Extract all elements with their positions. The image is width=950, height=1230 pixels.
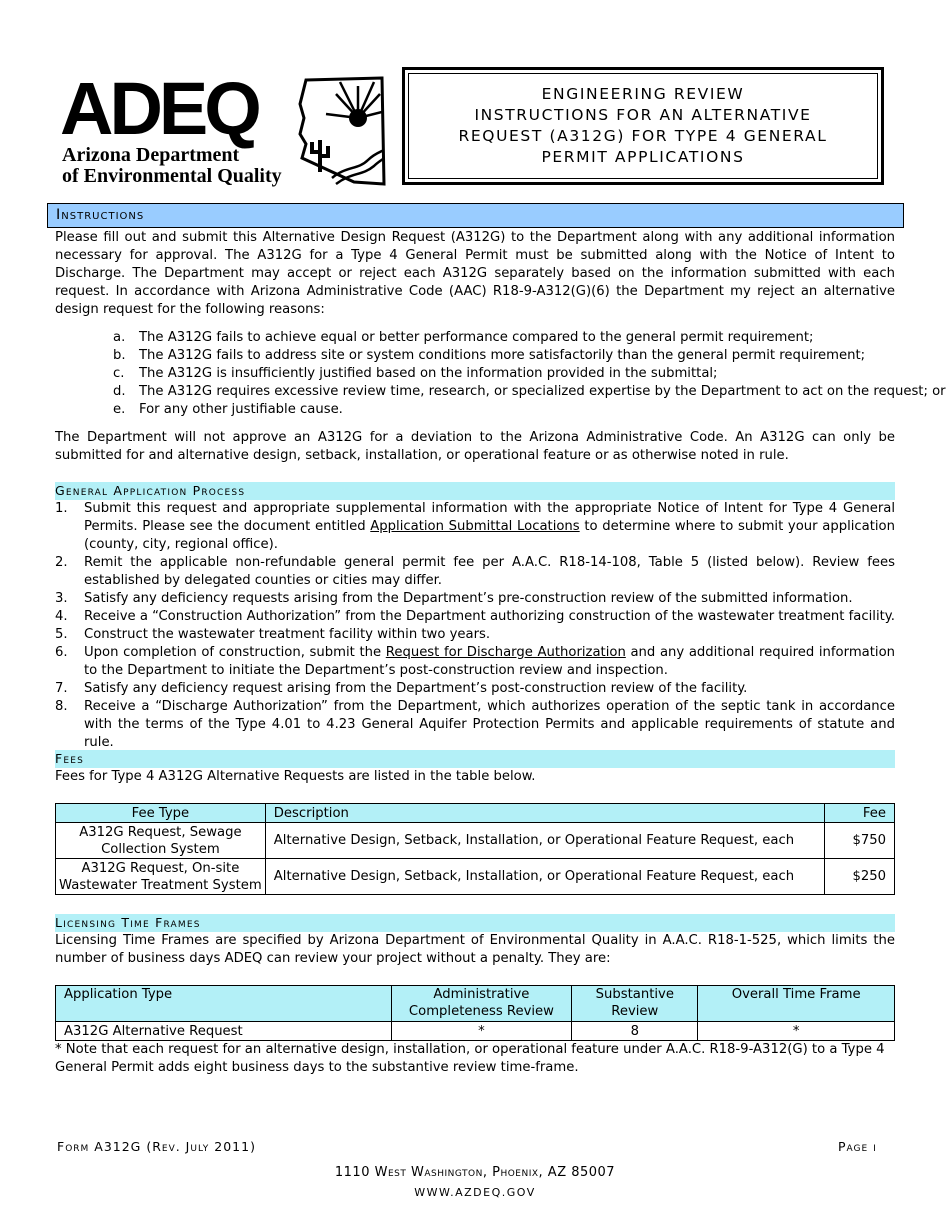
table-row	[56, 823, 895, 859]
table-row	[56, 1022, 895, 1041]
page-number: Page i	[838, 1139, 877, 1154]
list-item: 4. Receive a “Construction Authorization” from the Department authorizing construction of the wastewater treatment facility.	[55, 609, 895, 624]
list-item: 5. Construct the wastewater treatment facility within two years.	[55, 627, 491, 642]
footer-address: 1110 West Washington, Phoenix, AZ 85007	[334, 1165, 616, 1180]
application-type-cell: A312G Alternative Request	[56, 1022, 392, 1041]
arizona-map-icon	[296, 74, 388, 186]
document-title	[408, 73, 878, 179]
column-header: Description	[265, 804, 824, 823]
table-header-row	[56, 804, 895, 823]
list-item: a. The A312G fails to achieve equal or better performance compared to the general permit requirement;	[113, 330, 814, 345]
substantive-review-cell: 8	[572, 1022, 698, 1041]
licensing-time-frames-table	[55, 985, 895, 1041]
instructions-note: The Department will not approve an A312G for a deviation to the Arizona Administrative Code. An A312G can only be submitted for and alternative design, setback, installation, or operational feature or as otherwise noted in rule.	[55, 430, 895, 463]
fees-heading: Fees	[55, 750, 895, 768]
list-item: 6. Upon completion of construction, submit the Request for Discharge Authorization and any additional required information to the Department to initiate the Department’s post-construction review and inspection.	[55, 645, 896, 678]
ltf-footnote: * Note that each request for an alternative design, installation, or operational feature under A.A.C. R18-9-A312(G) to a Type 4 General Permit adds eight business days to the substantive review time-frame.	[55, 1042, 885, 1075]
list-item: 3. Satisfy any deficiency requests arising from the Department’s pre-construction review of the submitted information.	[55, 591, 853, 606]
description-cell: Alternative Design, Setback, Installation, or Operational Feature Request, each	[265, 859, 824, 895]
list-item: e. For any other justifiable cause.	[113, 402, 343, 417]
table-header-row	[56, 986, 895, 1022]
request-for-discharge-authorization-link[interactable]: Request for Discharge Authorization	[385, 645, 626, 660]
logo-wordmark: ADEQ	[60, 67, 258, 150]
list-item: b. The A312G fails to address site or system conditions more satisfactorily than the general permit requirement;	[113, 348, 866, 363]
column-header: Application Type	[56, 986, 392, 1022]
fees-table	[55, 803, 895, 895]
list-item: 7. Satisfy any deficiency request arising from the Department’s post-construction review of the facility.	[55, 681, 748, 696]
instructions-intro: Please fill out and submit this Alternative Design Request (A312G) to the Department along with any additional information necessary for approval. The A312G for a Type 4 General Permit must be submitted along with the Notice of Intent to Discharge. The Department may accept or reject each A312G separately based on the information submitted with each request. In accordance with Arizona Administrative Code (AAC) R18-9-A312(G)(6) the Department my reject an alternative design request for the following reasons:	[55, 230, 895, 317]
column-header: Fee Type	[56, 804, 266, 823]
column-header: Administrative Completeness Review	[391, 986, 572, 1022]
list-item: 1. Submit this request and appropriate supplemental information with the appropriate Notice of Intent for Type 4 General Permits. Please see the document entitled Application Submittal Locations to determine where to submit your application (county, city, regional office).	[55, 501, 895, 552]
fee-cell: $750	[825, 823, 895, 859]
adeq-logo	[60, 67, 390, 187]
overall-time-frame-cell: *	[698, 1022, 895, 1041]
logo-line-1: Arizona Department	[62, 144, 240, 166]
list-item: c. The A312G is insufficiently justified based on the information provided in the submittal;	[113, 366, 718, 381]
instructions-heading: Instructions	[47, 203, 904, 228]
application-submittal-locations-link[interactable]: Application Submittal Locations	[370, 519, 580, 534]
table-row	[56, 859, 895, 895]
list-item: 8. Receive a “Discharge Authorization” from the Department, which authorizes operation of the septic tank in accordance with the terms of the Type 4.01 to 4.23 General Aquifer Protection Permits and applicable requirements of statute and rule.	[55, 699, 895, 750]
footer-website[interactable]: WWW.AZDEQ.GOV	[414, 1186, 536, 1199]
document-title-box	[402, 67, 884, 185]
column-header: Substantive Review	[572, 986, 698, 1022]
fee-type-cell: A312G Request, Sewage Collection System	[56, 823, 266, 859]
title-line: ENGINEERING REVIEW	[541, 85, 745, 103]
list-item: d. The A312G requires excessive review time, research, or specialized expertise by the Department to act on the request; or	[113, 384, 946, 399]
admin-review-cell: *	[391, 1022, 572, 1041]
fee-cell: $250	[825, 859, 895, 895]
fee-type-cell: A312G Request, On-site Wastewater Treatment System	[56, 859, 266, 895]
ltf-intro: Licensing Time Frames are specified by Arizona Department of Environmental Quality in A.A.C. R18-1-525, which limits the number of business days ADEQ can review your project without a penalty. They are:	[55, 933, 895, 966]
title-line: PERMIT APPLICATIONS	[541, 148, 745, 166]
logo-line-2: of Environmental Quality	[62, 165, 282, 187]
column-header: Overall Time Frame	[698, 986, 895, 1022]
fees-intro: Fees for Type 4 A312G Alternative Requests are listed in the table below.	[55, 769, 536, 784]
list-item: 2. Remit the applicable non-refundable general permit fee per A.A.C. R18-14-108, Table 5 (listed below). Review fees established by delegated counties or cities may differ.	[55, 555, 895, 588]
column-header: Fee	[825, 804, 895, 823]
title-line: INSTRUCTIONS FOR AN ALTERNATIVE	[474, 106, 812, 124]
rejection-reasons-list	[113, 329, 946, 419]
description-cell: Alternative Design, Setback, Installation, or Operational Feature Request, each	[265, 823, 824, 859]
form-revision: Form A312G (Rev. July 2011)	[57, 1139, 256, 1154]
ltf-heading: Licensing Time Frames	[55, 914, 895, 932]
title-line: REQUEST (A312G) FOR TYPE 4 GENERAL	[458, 127, 828, 145]
process-heading: General Application Process	[55, 482, 895, 500]
process-steps-list	[55, 500, 895, 752]
